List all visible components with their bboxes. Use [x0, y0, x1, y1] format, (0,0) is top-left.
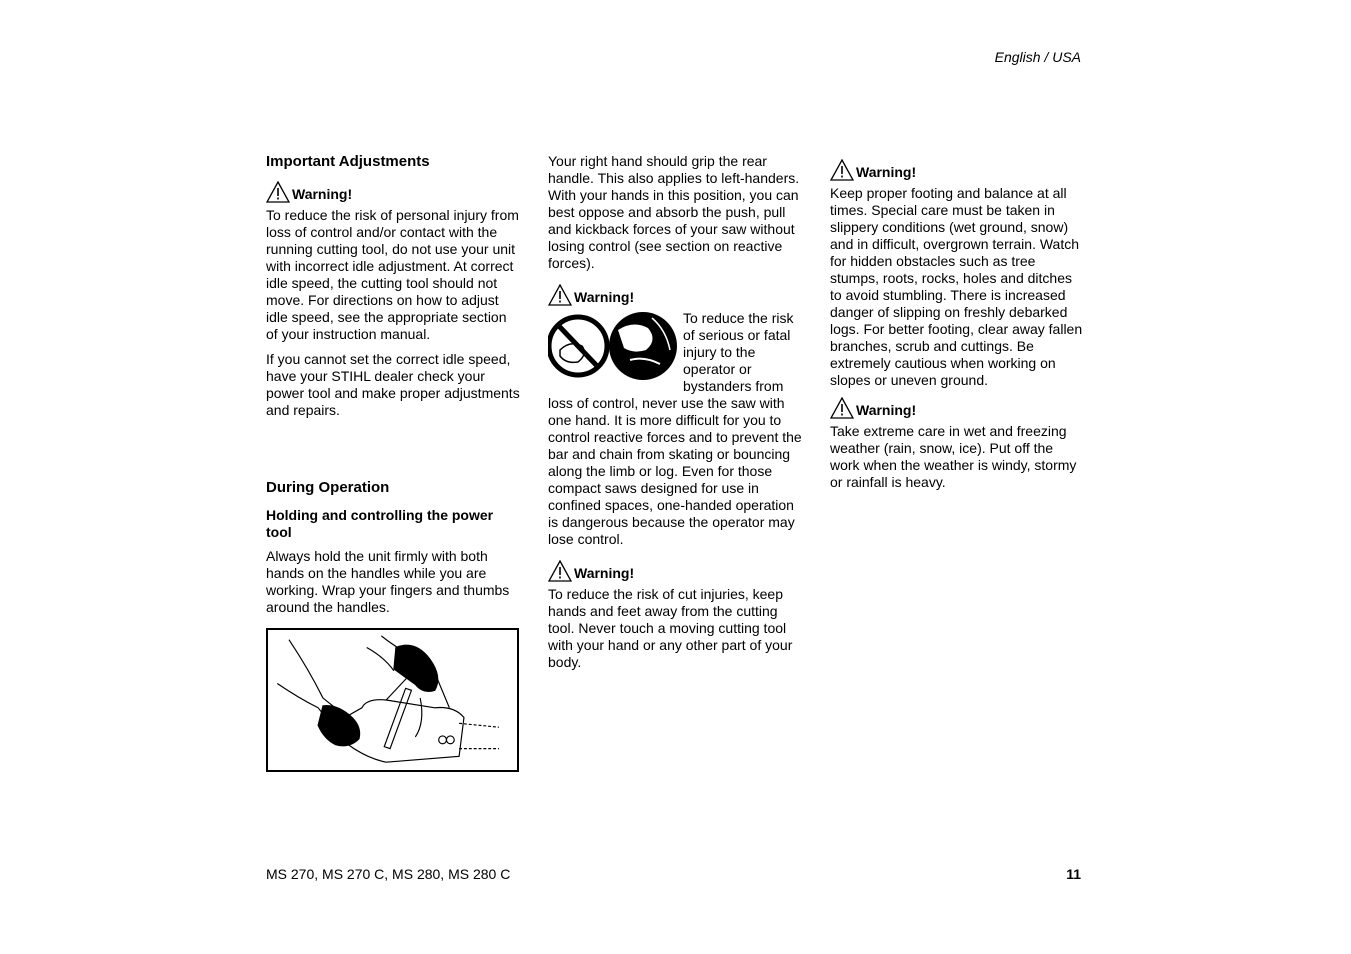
warning-block	[830, 159, 1084, 181]
page-number: 11	[1066, 866, 1081, 882]
warning-triangle-icon	[266, 181, 290, 203]
column-2	[548, 153, 802, 679]
warning-block	[548, 560, 802, 582]
paragraph: To reduce the risk of cut injuries, keep hands and feet away from the cutting tool. Never touch a moving cutting tool with your hand or any other part of your body.	[548, 586, 793, 670]
warning-block	[548, 284, 802, 306]
warning-label: Warning!	[292, 186, 353, 202]
float-text-block	[548, 310, 802, 548]
two-hand-grip-illustration	[266, 628, 519, 772]
column-3	[830, 153, 1084, 499]
paragraph: Always hold the unit firmly with both hands on the handles while you are working. Wrap your fingers and thumbs around the handles.	[266, 548, 510, 615]
warning-triangle-icon	[830, 397, 854, 419]
column-1	[266, 153, 520, 772]
warning-label: Warning!	[856, 402, 917, 418]
paragraph: Keep proper footing and balance at all times. Special care must be taken in slippery conditions (wet ground, snow) and in difficult, overgrown terrain. Watch for hidden obstacles such as tree stumps, roots, rocks, holes and ditches to avoid stumbling. There is increased danger of slipping on freshly debarked logs. For better footing, clear away fallen branches, scrub and cuttings. Be extremely cautious when working on slopes or uneven ground.	[830, 185, 1083, 388]
heading-important-adjustments: Important Adjustments	[266, 153, 430, 170]
warning-label: Warning!	[856, 164, 917, 180]
warning-triangle-icon	[830, 159, 854, 181]
paragraph: Your right hand should grip the rear handle. This also applies to left-handers. With your hands in this position, you can best oppose and absorb the push, pull and kickback forces of your saw without losing control (see section on reactive forces).	[548, 153, 800, 271]
paragraph: Take extreme care in wet and freezing weather (rain, snow, ice). Put off the work when the weather is windy, stormy or rainfall is heavy.	[830, 423, 1077, 490]
paragraph: To reduce the risk of personal injury from loss of control and/or contact with the running cutting tool, do not use your unit with incorrect idle adjustment. At correct idle speed, the cutting tool should not move. For directions on how to adjust idle speed, see the appropriate section of your instruction manual.	[266, 207, 519, 342]
warning-label: Warning!	[574, 289, 635, 305]
paragraph: To reduce the risk of serious or fatal injury to the operator or bystanders from loss of control, never use the saw with one hand. It is more difficult for you to control reactive forces and to prevent the bar and chain from skating or bouncing along the limb or log. Even for those compact saws designed for use in confined spaces, one-handed operation is dangerous because the operator may lose control.	[548, 310, 802, 547]
warning-block	[266, 181, 520, 203]
no-one-hand-operation-symbol	[548, 310, 678, 382]
warning-triangle-icon	[548, 560, 572, 582]
subheading-holding: Holding and controlling the power tool	[266, 507, 494, 540]
header-language: English / USA	[994, 49, 1081, 65]
heading-during-operation: During Operation	[266, 479, 390, 496]
footer-model-list: MS 270, MS 270 C, MS 280, MS 280 C	[266, 866, 511, 882]
warning-triangle-icon	[548, 284, 572, 306]
warning-block	[830, 397, 1084, 419]
paragraph: If you cannot set the correct idle speed, have your STIHL dealer check your power tool and make proper adjustments and repairs.	[266, 351, 520, 418]
warning-label: Warning!	[574, 565, 635, 581]
